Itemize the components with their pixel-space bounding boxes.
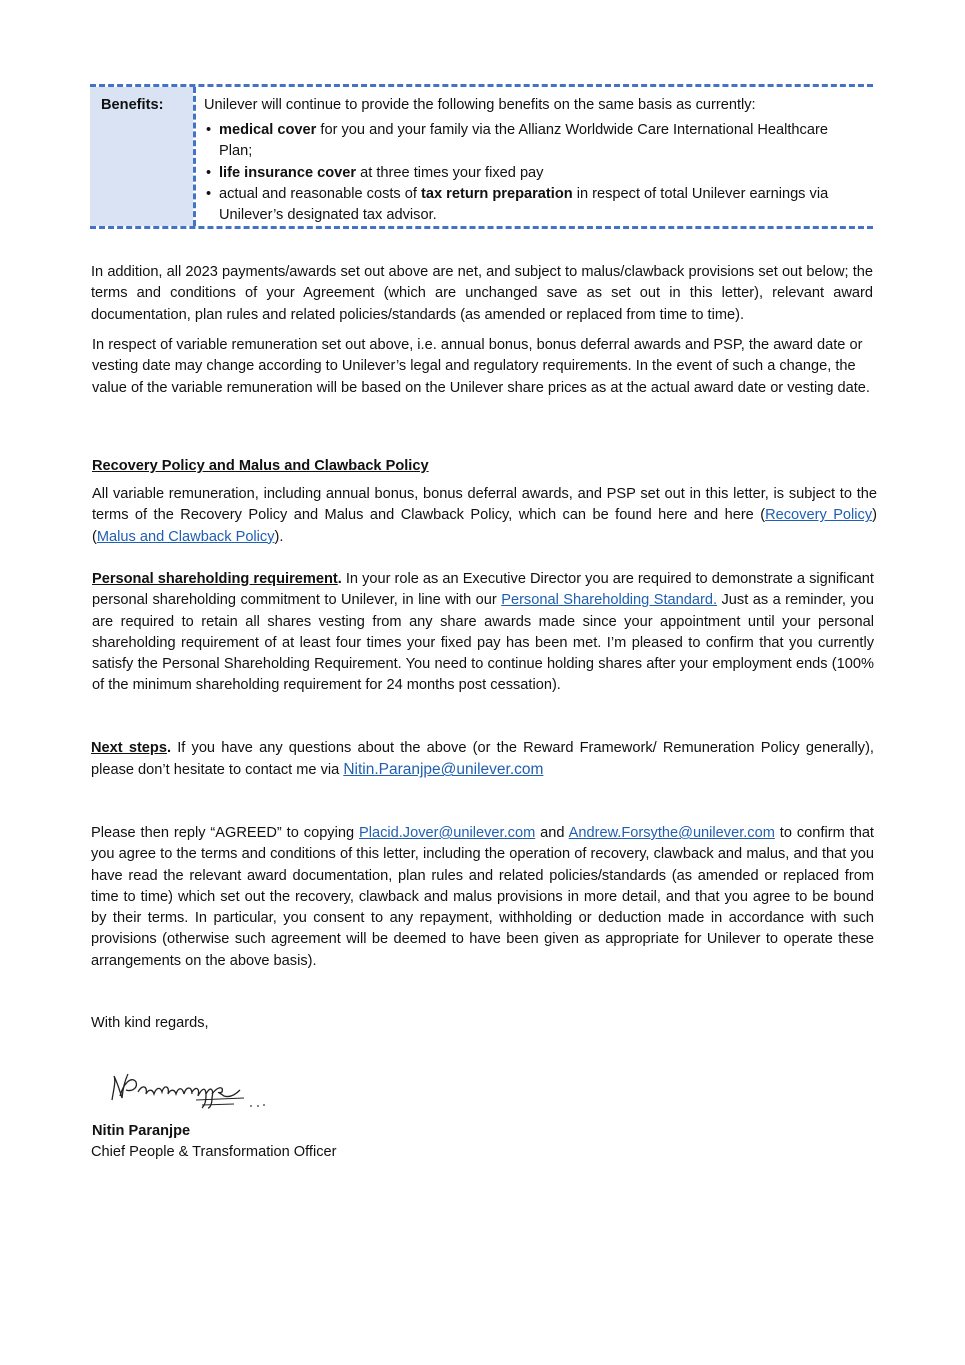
- recovery-between: ) (: [92, 507, 877, 545]
- shareholding-heading: Personal shareholding requirement: [92, 571, 338, 587]
- recovery-policy-link[interactable]: Recovery Policy: [765, 507, 873, 524]
- closing: With kind regards,: [91, 1015, 209, 1031]
- signer-name: Nitin Paranjpe: [92, 1123, 191, 1139]
- reply-text-after: to confirm that you agree to the terms and conditions of this letter, including the operation of recovery, clawback and malus, and that you have read the relevant award documentation, plan rules and related policies/standards (as amended or replaced from time to time) which set out the recovery, clawback and malus provisions in more detail, and that you agree to be bound by their terms. In particular, you consent to any repayment, withholding or deduction made in accordance with such provisions (otherwise such agreement will be deemed to have been given as appropriate for Unilever to operate these arrangements on the above basis).: [91, 825, 874, 969]
- shareholding-standard-link[interactable]: Personal Shareholding Standard.: [501, 592, 718, 609]
- table-top-border: [90, 84, 873, 87]
- bullet-icon: •: [206, 122, 212, 138]
- paragraph-shareholding: [92, 569, 874, 697]
- contact-email-link[interactable]: Nitin.Paranjpe@unilever.com: [343, 761, 544, 779]
- paragraph-variable-remuneration: In respect of variable remuneration set out above, i.e. annual bonus, bonus deferral awards and PSP, the award date or vesting date may change according to Unilever’s legal and regulatory requirements. In the event of such a change, the value of the variable remuneration will be based on the Unilever share prices as at the actual award date or vesting date.: [92, 337, 870, 396]
- benefit-text: in respect of total Unilever earnings via Unilever’s designated tax advisor.: [219, 185, 829, 224]
- signer-title: Chief People & Transformation Officer: [91, 1144, 337, 1160]
- paragraph-addition: In addition, all 2023 payments/awards set out above are net, and subject to malus/clawback provisions set out below; the terms and conditions of your Agreement (which are unchanged save as set out in this letter), relevant award documentation, plan rules and related policies/standards (as amended or replaced from time to time).: [91, 264, 873, 323]
- benefit-bold: medical cover: [219, 122, 317, 138]
- benefit-item-medical: [204, 120, 854, 163]
- paragraph-reply: [91, 823, 874, 972]
- heading-period: .: [337, 571, 342, 587]
- benefit-bold: life insurance cover: [219, 164, 357, 181]
- next-steps-heading: Next steps: [91, 740, 167, 756]
- benefit-text: at three times your fixed pay: [356, 164, 544, 181]
- benefit-text: for you and your family via the Allianz Worldwide Care International Healthcare Plan;: [219, 122, 828, 160]
- shareholding-text-after: Just as a reminder, you are required to retain all shares vesting from any share awards made since your appointment until your personal shareholding requirement of at least four times your fixed pay has been met. I’m pleased to confirm that you currently satisfy the Personal Shareholding Requirement. You need to continue holding shares after your employment ends (100% of the minimum shareholding requirement for 24 months post cessation).: [92, 592, 874, 694]
- benefit-item-tax-return: [204, 184, 854, 227]
- placid-email-link[interactable]: Placid.Jover@unilever.com: [359, 825, 536, 841]
- benefits-intro: Unilever will continue to provide the following benefits on the same basis as currently:: [204, 97, 756, 113]
- andrew-email-link[interactable]: Andrew.Forsythe@unilever.com: [568, 825, 775, 841]
- benefits-table: [90, 84, 873, 229]
- handwritten-signature: [106, 1068, 271, 1110]
- benefit-item-life-insurance: [204, 163, 854, 184]
- benefits-list: [204, 120, 854, 226]
- reply-text: Please then reply “AGREED” to copying: [91, 825, 359, 841]
- shareholding-text: In your role as an Executive Director you are required to demonstrate a significant personal shareholding commitment to Unilever, in line with our: [92, 571, 874, 609]
- next-steps-text: If you have any questions about the above (or the Reward Framework/ Remuneration Policy generally), please don’t hesitate to contact me via: [91, 740, 874, 779]
- paragraph-next-steps: [91, 738, 874, 782]
- bullet-icon: •: [206, 185, 212, 202]
- benefits-label: Benefits:: [101, 97, 164, 113]
- recovery-heading: Recovery Policy and Malus and Clawback Policy: [92, 458, 429, 474]
- bullet-icon: •: [206, 164, 212, 181]
- benefit-pre: actual and reasonable costs of: [219, 185, 422, 202]
- paragraph-recovery: [92, 484, 877, 548]
- malus-clawback-policy-link[interactable]: Malus and Clawback Policy: [96, 528, 275, 545]
- recovery-after: ).: [274, 528, 284, 545]
- table-column-divider: [193, 87, 196, 226]
- recovery-text: All variable remuneration, including annual bonus, bonus deferral awards, and PSP set out in this letter, is subject to the terms of the Recovery Policy and Malus and Clawback Policy, which can be found here and here (: [92, 486, 877, 524]
- reply-and: and: [535, 825, 569, 841]
- benefit-bold: tax return preparation: [421, 185, 573, 202]
- heading-period: .: [166, 740, 172, 756]
